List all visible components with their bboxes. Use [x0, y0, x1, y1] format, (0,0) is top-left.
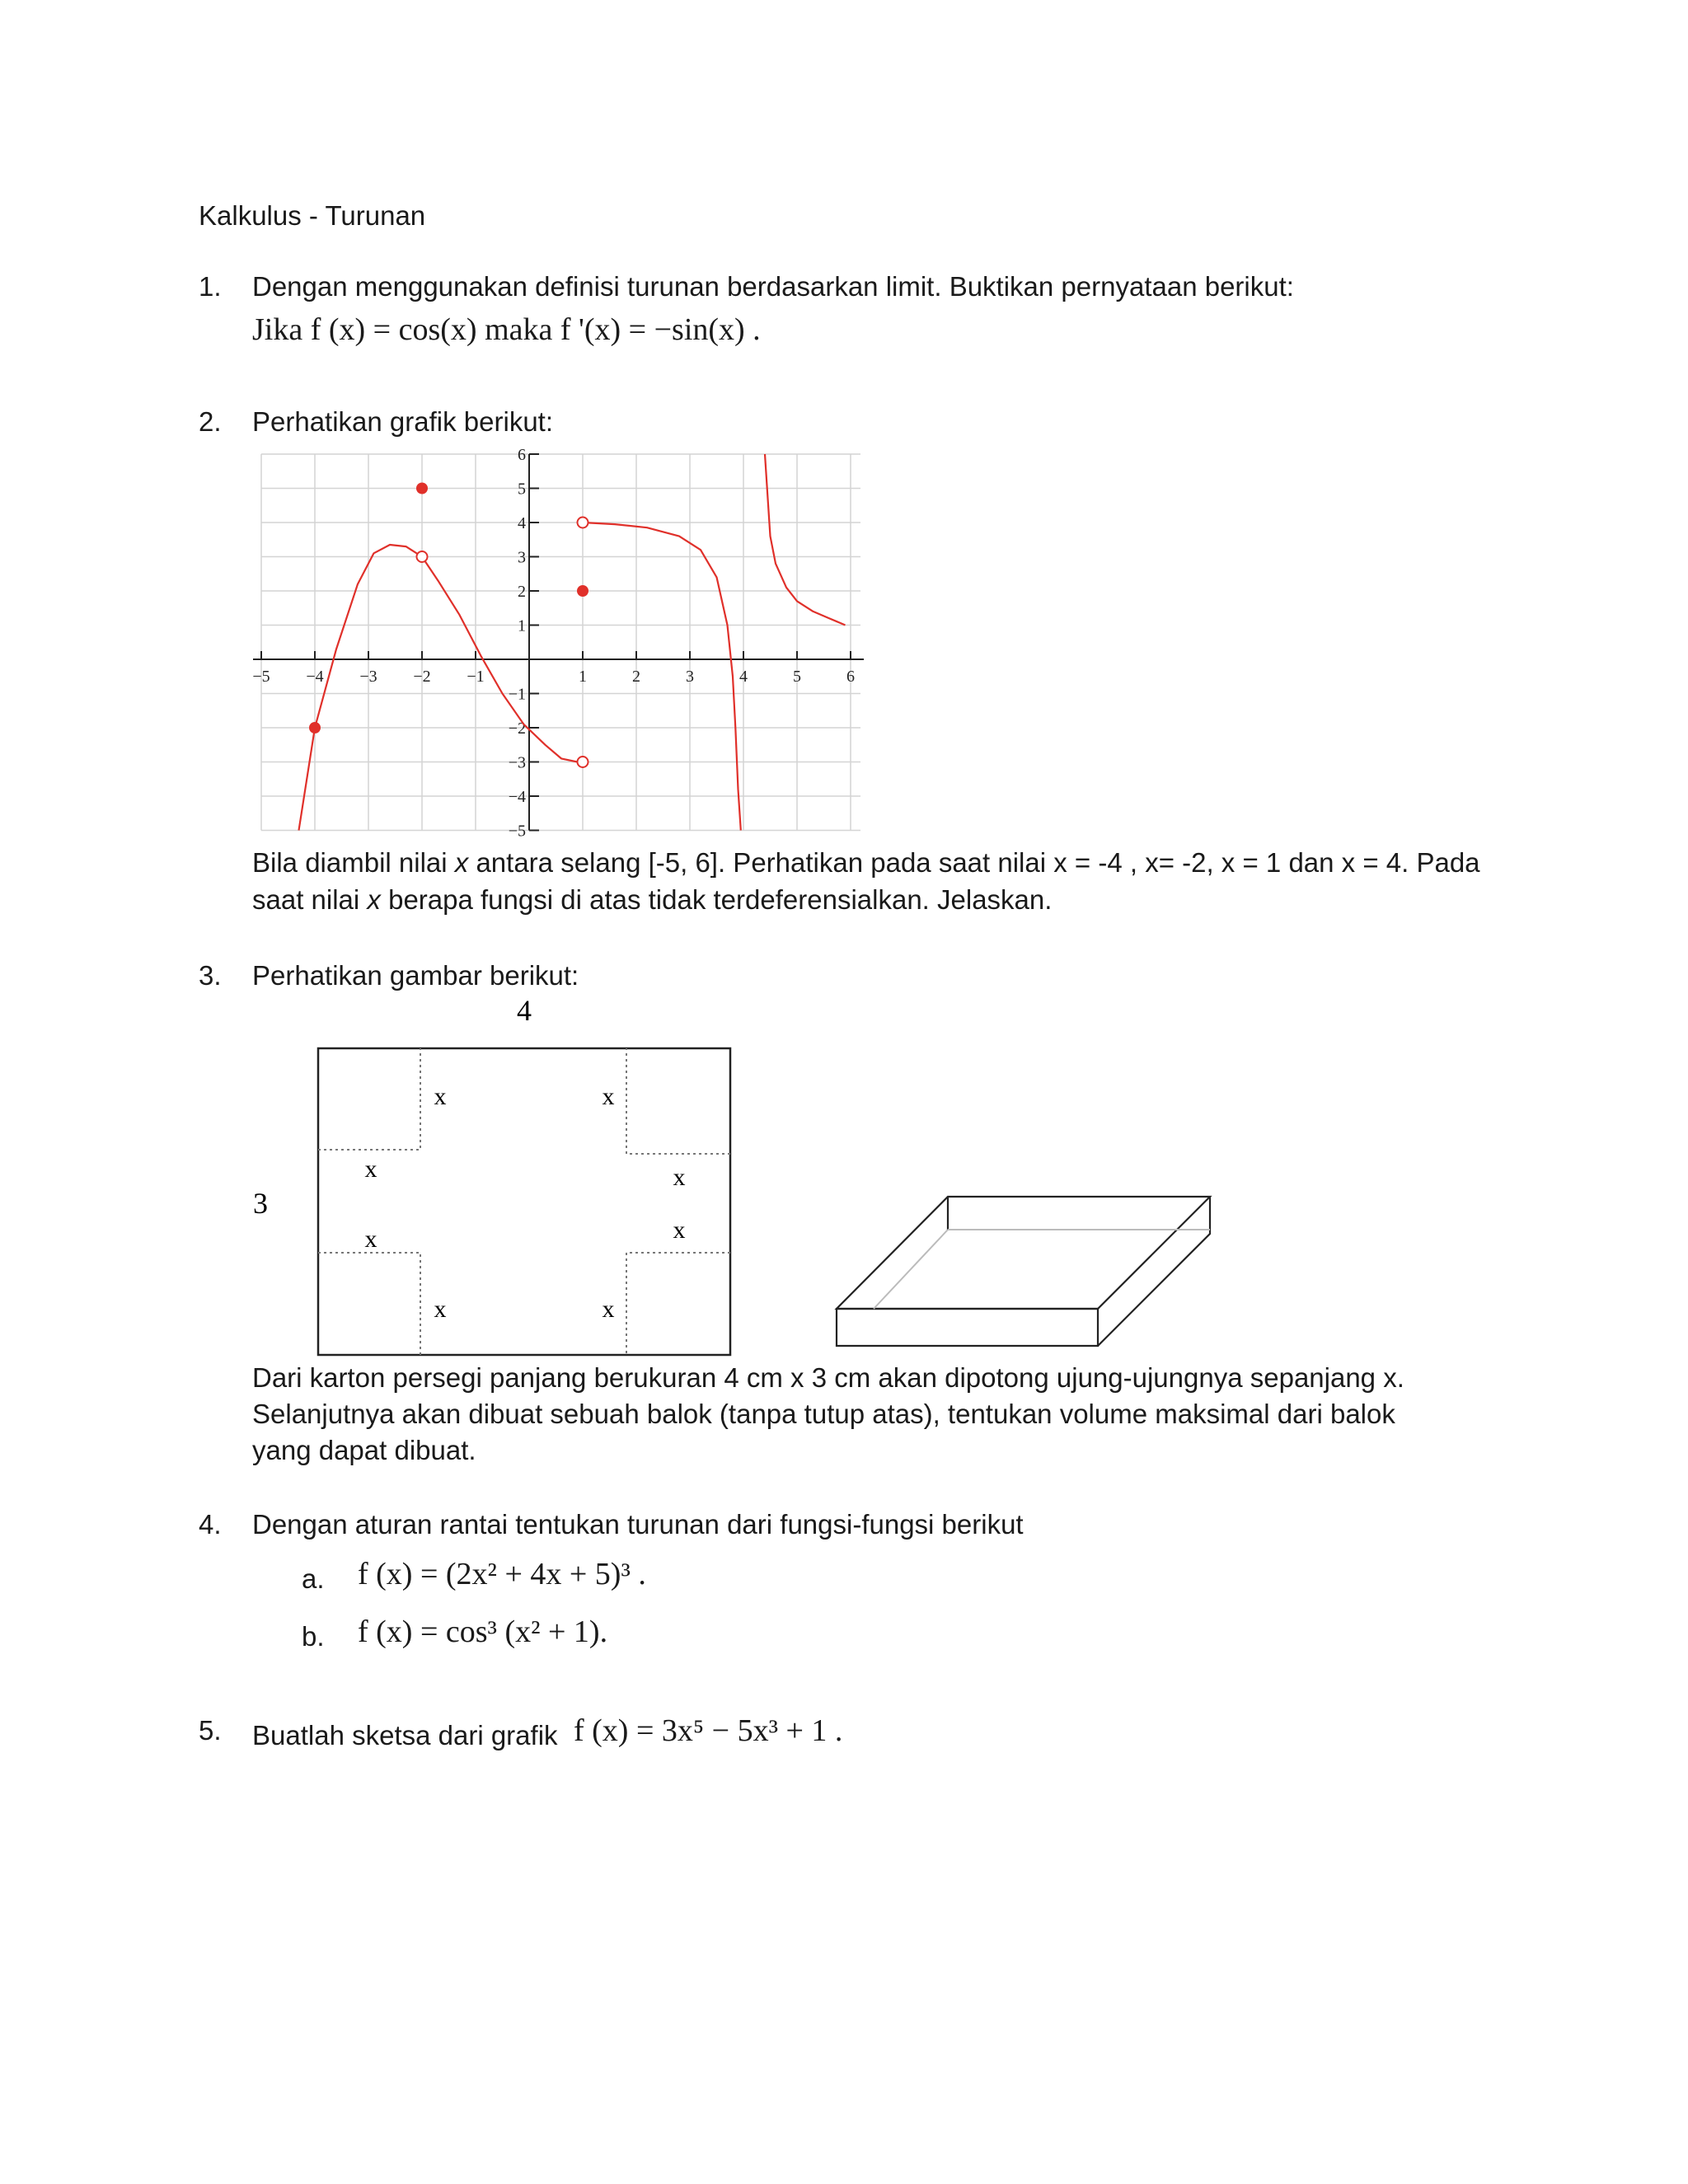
- open-box-drawing: [824, 1187, 1220, 1352]
- q2-paragraph-line-2: saat nilai x berapa fungsi di atas tidak terdeferensialkan. Jelaskan.: [252, 884, 1053, 915]
- q4-a-formula: f (x) = (2x² + 4x + 5)³ .: [358, 1557, 646, 1591]
- x-label: x: [364, 1226, 377, 1253]
- x-label: x: [364, 1155, 377, 1183]
- graph-axes: [252, 446, 864, 837]
- q2-number: 2.: [199, 406, 222, 437]
- curve-piece-4: [765, 454, 846, 626]
- filled-point: [416, 483, 428, 494]
- q5-text: Buatlah sketsa dari grafik: [252, 1720, 558, 1750]
- q3-paragraph-line-1: Dari karton persegi panjang berukuran 4 cm x 3 cm akan dipotong ujung-ujungnya sepanjang x.: [252, 1362, 1404, 1393]
- x-tick-label: −2: [413, 668, 431, 686]
- x-tick-label: −3: [359, 668, 377, 686]
- x-tick-label: 4: [739, 668, 748, 686]
- y-tick-label: 1: [518, 616, 526, 635]
- q4-b-formula: f (x) = cos³ (x² + 1).: [358, 1615, 608, 1649]
- q1-number: 1.: [199, 271, 222, 302]
- open-point: [417, 551, 428, 562]
- filled-point: [309, 722, 321, 733]
- q1-text: Dengan menggunakan definisi turunan berdasarkan limit. Buktikan pernyataan berikut:: [252, 271, 1294, 302]
- q5-number: 5.: [199, 1715, 222, 1746]
- y-tick-label: −2: [508, 719, 526, 738]
- x-label: x: [434, 1296, 447, 1323]
- graph-curves: [299, 454, 846, 831]
- x-label: x: [673, 1164, 686, 1191]
- y-tick-label: 4: [518, 514, 526, 532]
- filled-point: [577, 585, 588, 597]
- y-tick-label: 3: [518, 548, 526, 567]
- q3-number: 3.: [199, 960, 222, 991]
- q3-text: Perhatikan gambar berikut:: [252, 960, 579, 991]
- y-tick-label: 6: [518, 446, 526, 464]
- curve-piece-1: [299, 545, 423, 831]
- y-tick-label: −3: [508, 753, 526, 772]
- q2-text: Perhatikan grafik berikut:: [252, 406, 554, 437]
- x-tick-label: −5: [252, 668, 270, 686]
- x-label: x: [602, 1296, 615, 1323]
- y-tick-label: −4: [508, 788, 526, 806]
- q4-a-label: a.: [302, 1563, 325, 1594]
- function-graph: [247, 441, 874, 837]
- x-tick-label: 1: [579, 668, 587, 686]
- q4-text: Dengan aturan rantai tentukan turunan dari fungsi-fungsi berikut: [252, 1509, 1024, 1540]
- x-tick-label: 3: [686, 668, 694, 686]
- q2-paragraph-line-1: Bila diambil nilai x antara selang [-5, 6]. Perhatikan pada saat nilai x = -4 , x= -2, x = 1 dan x = 4. Pada: [252, 847, 1480, 878]
- x-tick-label: −1: [467, 668, 485, 686]
- q1-formula: Jika f (x) = cos(x) maka f '(x) = −sin(x) .: [252, 312, 761, 347]
- x-label: x: [434, 1083, 447, 1110]
- y-tick-label: 2: [518, 583, 526, 601]
- q4-number: 4.: [199, 1509, 222, 1540]
- x-tick-label: 5: [793, 668, 801, 686]
- y-tick-label: −1: [508, 685, 526, 704]
- width-label: 4: [517, 994, 532, 1027]
- q4-b-label: b.: [302, 1621, 325, 1652]
- q3-paragraph-line-2: Selanjutnya akan dibuat sebuah balok (tanpa tutup atas), tentukan volume maksimal dari balok: [252, 1399, 1395, 1429]
- q3-paragraph-line-3: yang dapat dibuat.: [252, 1435, 476, 1465]
- x-label: x: [602, 1083, 615, 1110]
- height-label: 3: [253, 1187, 268, 1220]
- y-tick-label: −5: [508, 822, 526, 837]
- cut-lines: [318, 1048, 730, 1355]
- cardboard-diagram: [239, 989, 758, 1368]
- graph-grid: [261, 454, 860, 831]
- q5-formula: f (x) = 3x⁵ − 5x³ + 1 .: [574, 1713, 843, 1748]
- open-point: [578, 518, 588, 528]
- y-tick-label: 5: [518, 480, 526, 499]
- curve-piece-3: [583, 523, 741, 831]
- x-tick-label: 6: [846, 668, 855, 686]
- cardboard-rect: [318, 1048, 730, 1355]
- page-title: Kalkulus - Turunan: [199, 200, 426, 231]
- x-labels: [365, 1083, 686, 1323]
- open-point: [578, 757, 588, 767]
- x-tick-label: 2: [632, 668, 640, 686]
- x-tick-label: −4: [306, 668, 324, 686]
- x-label: x: [673, 1216, 686, 1244]
